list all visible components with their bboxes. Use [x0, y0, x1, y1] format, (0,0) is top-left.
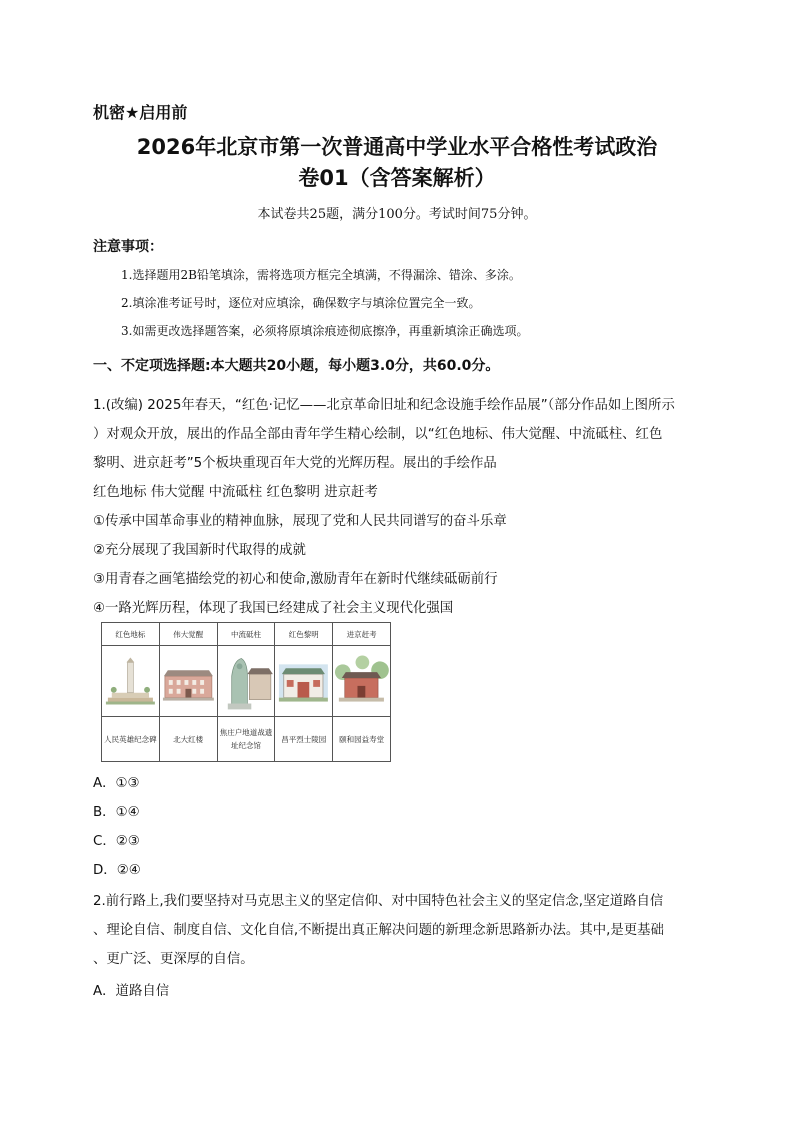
question-1-line: 红色地标 伟大觉醒 中流砥柱 红色黎明 进京赶考 [93, 485, 378, 500]
cemetery-gate-sketch-image [275, 646, 332, 716]
figure-header-cell: 伟大觉醒 [159, 623, 217, 646]
figure-caption-cell [159, 717, 217, 762]
notice-heading: 注意事项： [93, 239, 163, 255]
statement-1: ①传承中国革命事业的精神血脉，展现了党和人民共同谱写的奋斗乐章 [93, 514, 507, 529]
notice-item: 3.如需更改选择题答案，必须将原填涂痕迹彻底擦净，再重新填涂正确选项。 [121, 324, 529, 338]
option-a[interactable]: A．道路自信 [93, 984, 170, 999]
question-1-line: 黎明、进京赶考”5个板块重现百年大党的光辉历程。展出的手绘作品 [93, 456, 497, 471]
figure-caption: 北大红楼 [173, 734, 204, 744]
monument-sketch-image [102, 646, 159, 716]
figure-caption: 址纪念馆 [230, 741, 261, 750]
option-c[interactable]: C．②③ [93, 834, 140, 849]
figure-caption-cell [333, 717, 391, 762]
figure-caption-cell [102, 717, 160, 762]
notice-item: 2.填涂准考证号时，逐位对应填涂，确保数字与填涂位置完全一致。 [121, 296, 481, 310]
exam-info: 本试卷共25题，满分100分。考试时间75分钟。 [257, 207, 537, 222]
figure-caption: 昌平烈士陵园 [281, 734, 327, 744]
figure-header-cell: 红色黎明 [275, 623, 333, 646]
section-heading: 一、不定项选择题:本大题共20小题，每小题3.0分，共60.0分。 [93, 358, 500, 374]
figure-caption-cell [275, 717, 333, 762]
question-1-line: 1.(改编) 2025年春天，“红色·记忆——北京革命旧址和纪念设施手绘作品展”（部分作品如上图所示 [93, 398, 675, 413]
monument-sketch [102, 646, 160, 717]
question-1-line: ）对观众开放，展出的作品全部由青年学生精心绘制，以“红色地标、伟大觉醒、中流砥柱、红色 [93, 427, 663, 442]
statement-2: ②充分展现了我国新时代取得的成就 [93, 543, 306, 558]
red-building-sketch-image [160, 646, 217, 716]
document-title-line-2: 卷01（含答案解析） [298, 166, 496, 190]
confidential-mark: 机密★启用前 [93, 103, 188, 122]
statement-3: ③用青春之画笔描绘党的初心和使命,激励青年在新时代继续砥砺前行 [93, 572, 498, 587]
artwork-figure-table [101, 622, 391, 762]
figure-header-cell: 中流砥柱 [217, 623, 275, 646]
question-2-line: 2.前行路上,我们要坚持对马克思主义的坚定信仰、对中国特色社会主义的坚定信念,坚定道路自信 [93, 894, 664, 909]
figure-caption: 人民英雄纪念碑 [104, 734, 157, 744]
option-d[interactable]: D．②④ [93, 863, 141, 878]
figure-header-cell: 红色地标 [102, 623, 160, 646]
document-title-line-1: 2026年北京市第一次普通高中学业水平合格性考试政治 [136, 135, 658, 159]
option-a[interactable]: A．①③ [93, 776, 140, 791]
question-2-line: 、理论自信、制度自信、文化自信,不断提出真正解决问题的新理念新思路新办法。其中,是更基础 [93, 923, 664, 938]
question-2-line: 、更广泛、更深厚的自信。 [93, 952, 254, 967]
cemetery-gate-sketch [275, 646, 333, 717]
figure-header-cell: 进京赶考 [333, 623, 391, 646]
summer-palace-hall-sketch-image [333, 646, 390, 716]
figure-caption-cell [217, 717, 275, 762]
figure-caption: 焦庄户地道战遗 [219, 728, 273, 737]
option-b[interactable]: B．①④ [93, 805, 140, 820]
memorial-sculpture-sketch-image [218, 646, 275, 716]
red-building-sketch [159, 646, 217, 717]
statement-4: ④一路光辉历程，体现了我国已经建成了社会主义现代化强国 [93, 601, 454, 616]
summer-palace-hall-sketch [333, 646, 391, 717]
notice-item: 1.选择题用2B铅笔填涂，需将选项方框完全填满，不得漏涂、错涂、多涂。 [121, 268, 521, 282]
memorial-sculpture-sketch [217, 646, 275, 717]
figure-caption: 颐和园益寿堂 [339, 734, 385, 744]
